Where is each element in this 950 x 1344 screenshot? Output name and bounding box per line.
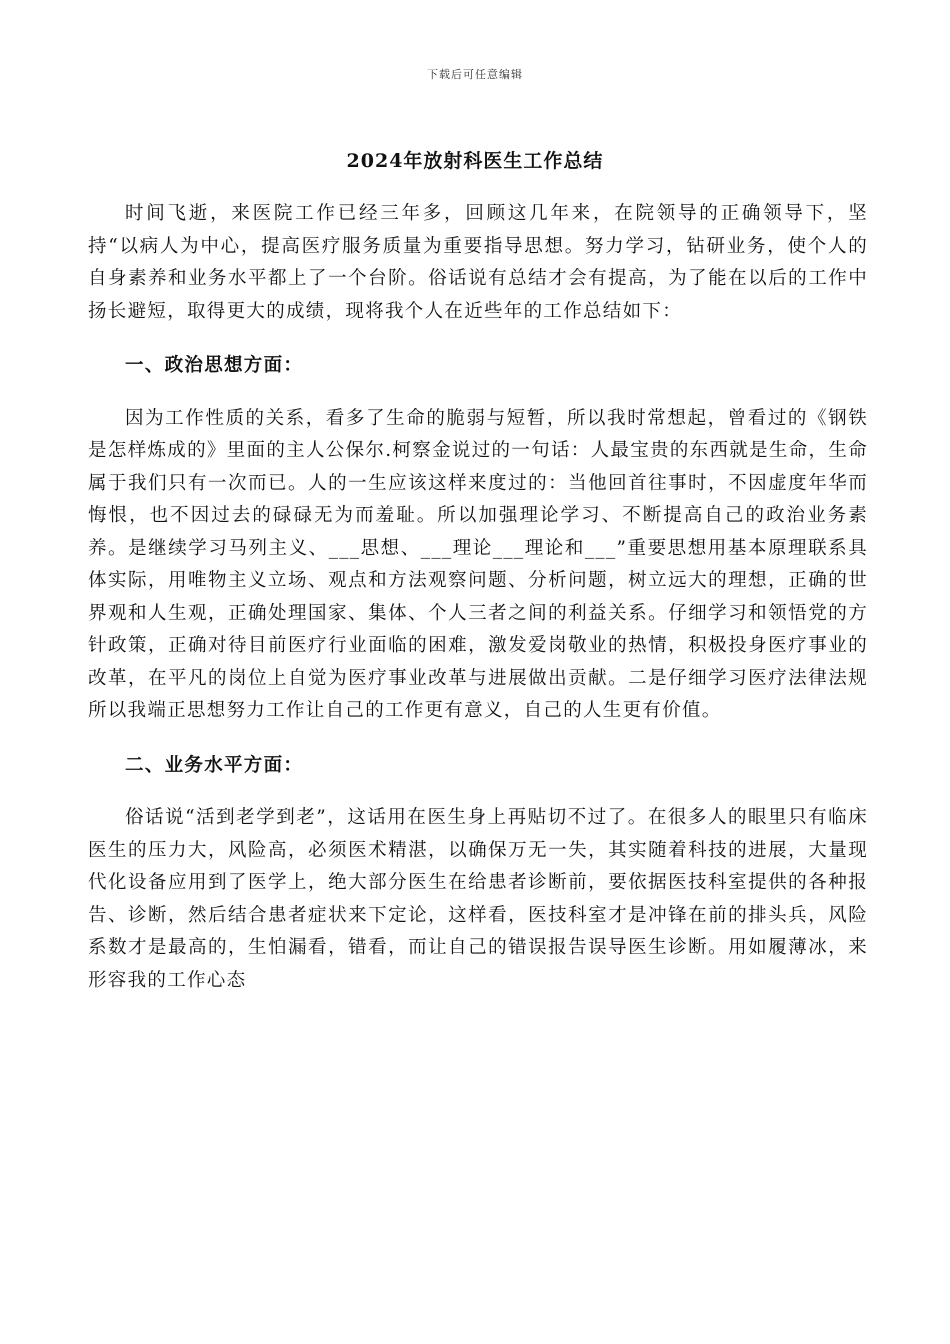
spacer: [88, 383, 868, 403]
spacer: [88, 728, 868, 750]
section-body-politics: 因为工作性质的关系，看多了生命的脆弱与短暂，所以我时常想起，曾看过的《钢铁是怎样炼成的》里面的主人公保尔.柯察金说过的一句话：人最宝贵的东西就是生命，生命属于我们只有一次而已。人的一生应该这样来度过的：当他回首往事时，不因虚度年华而悔恨，也不因过去的碌碌无为而羞耻。所以加强理论学习、不断提高自己的政治业务素养。是继续学习马列主义、___思想、___理论___理论和___”重要思想用基本原理联系具体实际，用唯物主义立场、观点和方法观察问题、分析问题，树立远大的理想，正确的世界观和人生观，正确处理国家、集体、个人三者之间的利益关系。仔细学习和领悟党的方针政策，正确对待目前医疗行业面临的困难，激发爱岗敬业的热情，积极投身医疗事业的改革，在平凡的岗位上自觉为医疗事业改革与进展做出贡献。二是仔细学习医疗法律法规所以我端正思想努力工作让自己的工作更有意义，自己的人生更有价值。: [88, 407, 868, 721]
section-heading-politics: 一、政治思想方面：: [125, 355, 304, 376]
document-body: [88, 198, 868, 997]
section-body-skills: 俗话说“活到老学到老”，这话用在医生身上再贴切不过了。在很多人的眼里只有临床医生的压力大，风险高，必须医术精湛，以确保万无一失，其实随着科技的进展，大量现代化设备应用到了医学上，绝大部分医生在给患者诊断前，要依据医技科室提供的各种报告、诊断，然后结合患者症状来下定论，这样看，医技科室才是冲锋在前的排头兵，风险系数才是最高的，生怕漏看，错看，而让自己的错误报告误导医生诊断。用如履薄冰，来形容我的工作心态: [88, 807, 868, 991]
spacer: [88, 782, 868, 802]
intro-paragraph: 时间飞逝，来医院工作已经三年多，回顾这几年来，在院领导的正确领导下，坚持“以病人为中心，提高医疗服务质量为重要指导思想。努力学习，钻研业务，使个人的自身素养和业务水平都上了一个台阶。俗话说有总结才会有提高，为了能在以后的工作中扬长避短，取得更大的成绩，现将我个人在近些年的工作总结如下：: [88, 203, 868, 322]
document-title: 2024年放射科医生工作总结: [346, 150, 604, 172]
spacer: [88, 328, 868, 350]
section-heading-skills: 二、业务水平方面：: [125, 754, 304, 776]
header-note: 下载后可任意编辑: [427, 68, 523, 81]
